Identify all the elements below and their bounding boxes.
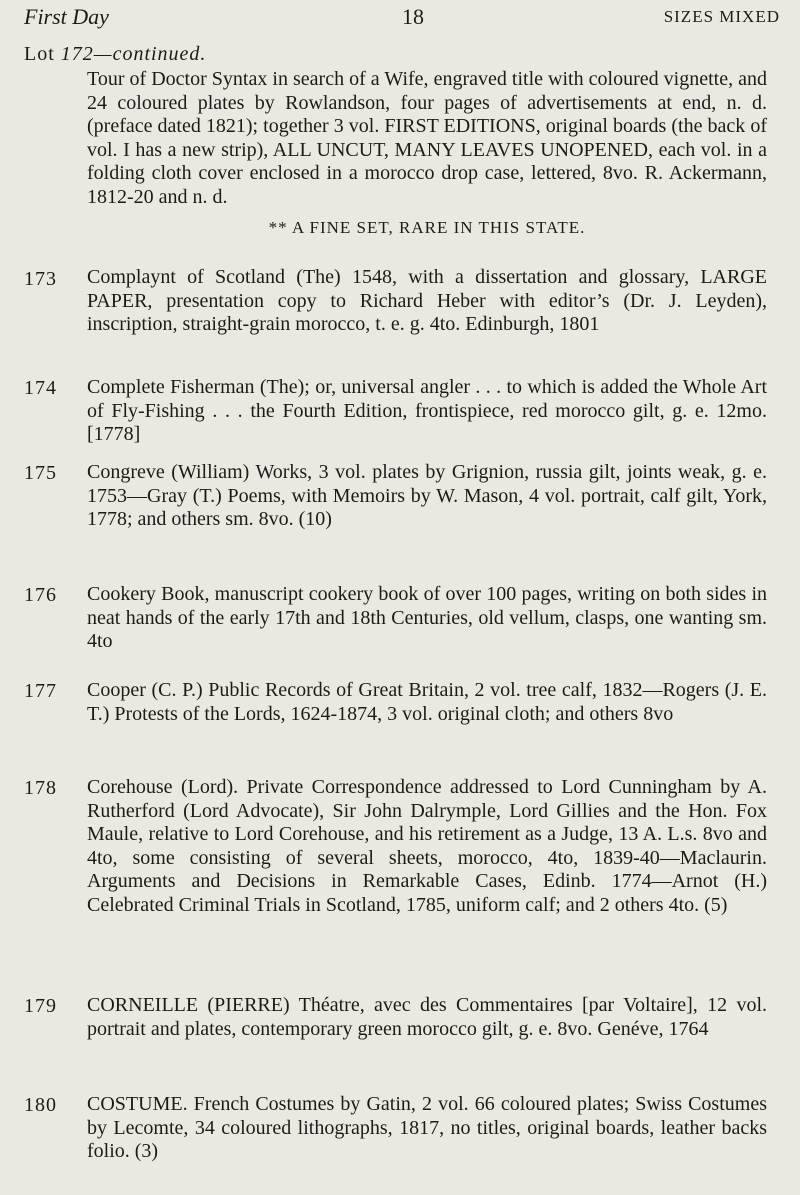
lot-description: Corehouse (Lord). Private Correspondence addressed to Lord Cunningham by A. Rutherford (Lord Advocate), Sir John Dalrymple, Lord Gillies and the Hon. Fox Maule, relative to Lord Corehouse, and his retirement as a Judge, 13 A. L.s. 8vo and 4to, some consisting of several sheets, morocco, 4to, 1839-40—Maclaurin. Arguments and Decisions in Remarkable Cases, Edinb. 1774—Arnot (H.) Celebrated Criminal Trials in Scotland, 1785, uniform calf; and 2 others 4to. (5): [87, 776, 767, 916]
lot-description: Complete Fisherman (The); or, universal angler . . . to which is added the Whole Art of Fly-Fishing . . . the Fourth Edition, frontispiece, red morocco gilt, g. e. 12mo. [1778]: [87, 376, 767, 446]
day-heading: First Day: [24, 4, 109, 29]
lot-description: Cookery Book, manuscript cookery book of over 100 pages, writing on both sides in neat hands of the early 17th and 18th Centuries, old vellum, clasps, one wanting sm. 4to: [87, 583, 767, 653]
lot-continued-number: 172—continued.: [60, 43, 207, 65]
lot-number: 176: [24, 584, 57, 606]
lot-description: Congreve (William) Works, 3 vol. plates by Grignion, russia gilt, joints weak, g. e. 1753—Gray (T.) Poems, with Memoirs by W. Mason, 4 vol. portrait, calf gilt, York, 1778; and others sm. 8vo. (10): [87, 461, 767, 531]
lot-number: 175: [24, 462, 57, 484]
lot-number: 179: [24, 995, 57, 1017]
lot-number: 178: [24, 777, 57, 799]
lot-172-label: [24, 43, 206, 66]
lot-description: COSTUME. French Costumes by Gatin, 2 vol. 66 coloured plates; Swiss Costumes by Lecomte, 34 coloured lithographs, 1817, no titles, original boards, leather backs folio. (3): [87, 1093, 767, 1163]
lot-number: 174: [24, 377, 57, 399]
lot-description: Complaynt of Scotland (The) 1548, with a dissertation and glossary, LARGE PAPER, presentation copy to Richard Heber with editor’s (Dr. J. Leyden), inscription, straight-grain morocco, t. e. g. 4to. Edinburgh, 1801: [87, 266, 767, 336]
lot-description: CORNEILLE (PIERRE) Théatre, avec des Commentaires [par Voltaire], 12 vol. portrait and plates, contemporary green morocco gilt, g. e. 8vo. Genéve, 1764: [87, 994, 767, 1040]
lot-number: 180: [24, 1094, 57, 1116]
page-number: 18: [402, 4, 424, 29]
page-header: [24, 4, 780, 34]
lot-172-text: Tour of Doctor Syntax in search of a Wife, engraved title with coloured vignette, and 24 coloured plates by Rowlandson, four pages of advertisements at end, n. d. (preface dated 1821); together 3 vol. FIRST EDITIONS, original boards (the back of vol. I has a new strip), ALL UNCUT, MANY LEAVES UNOPENED, each vol. in a folding cloth cover enclosed in a morocco drop case, lettered, 8vo. R. Ackermann, 1812-20 and n. d.: [87, 68, 767, 208]
lot-word: Lot: [24, 43, 55, 65]
lot-description: Cooper (C. P.) Public Records of Great Britain, 2 vol. tree calf, 1832—Rogers (J. E. T.) Protests of the Lords, 1624-1874, 3 vol. original cloth; and others 8vo: [87, 679, 767, 725]
lot-172-note: ** A FINE SET, RARE IN THIS STATE.: [268, 218, 586, 237]
section-heading: SIZES MIXED: [663, 7, 780, 26]
lot-number: 177: [24, 680, 57, 702]
lot-number: 173: [24, 268, 57, 290]
